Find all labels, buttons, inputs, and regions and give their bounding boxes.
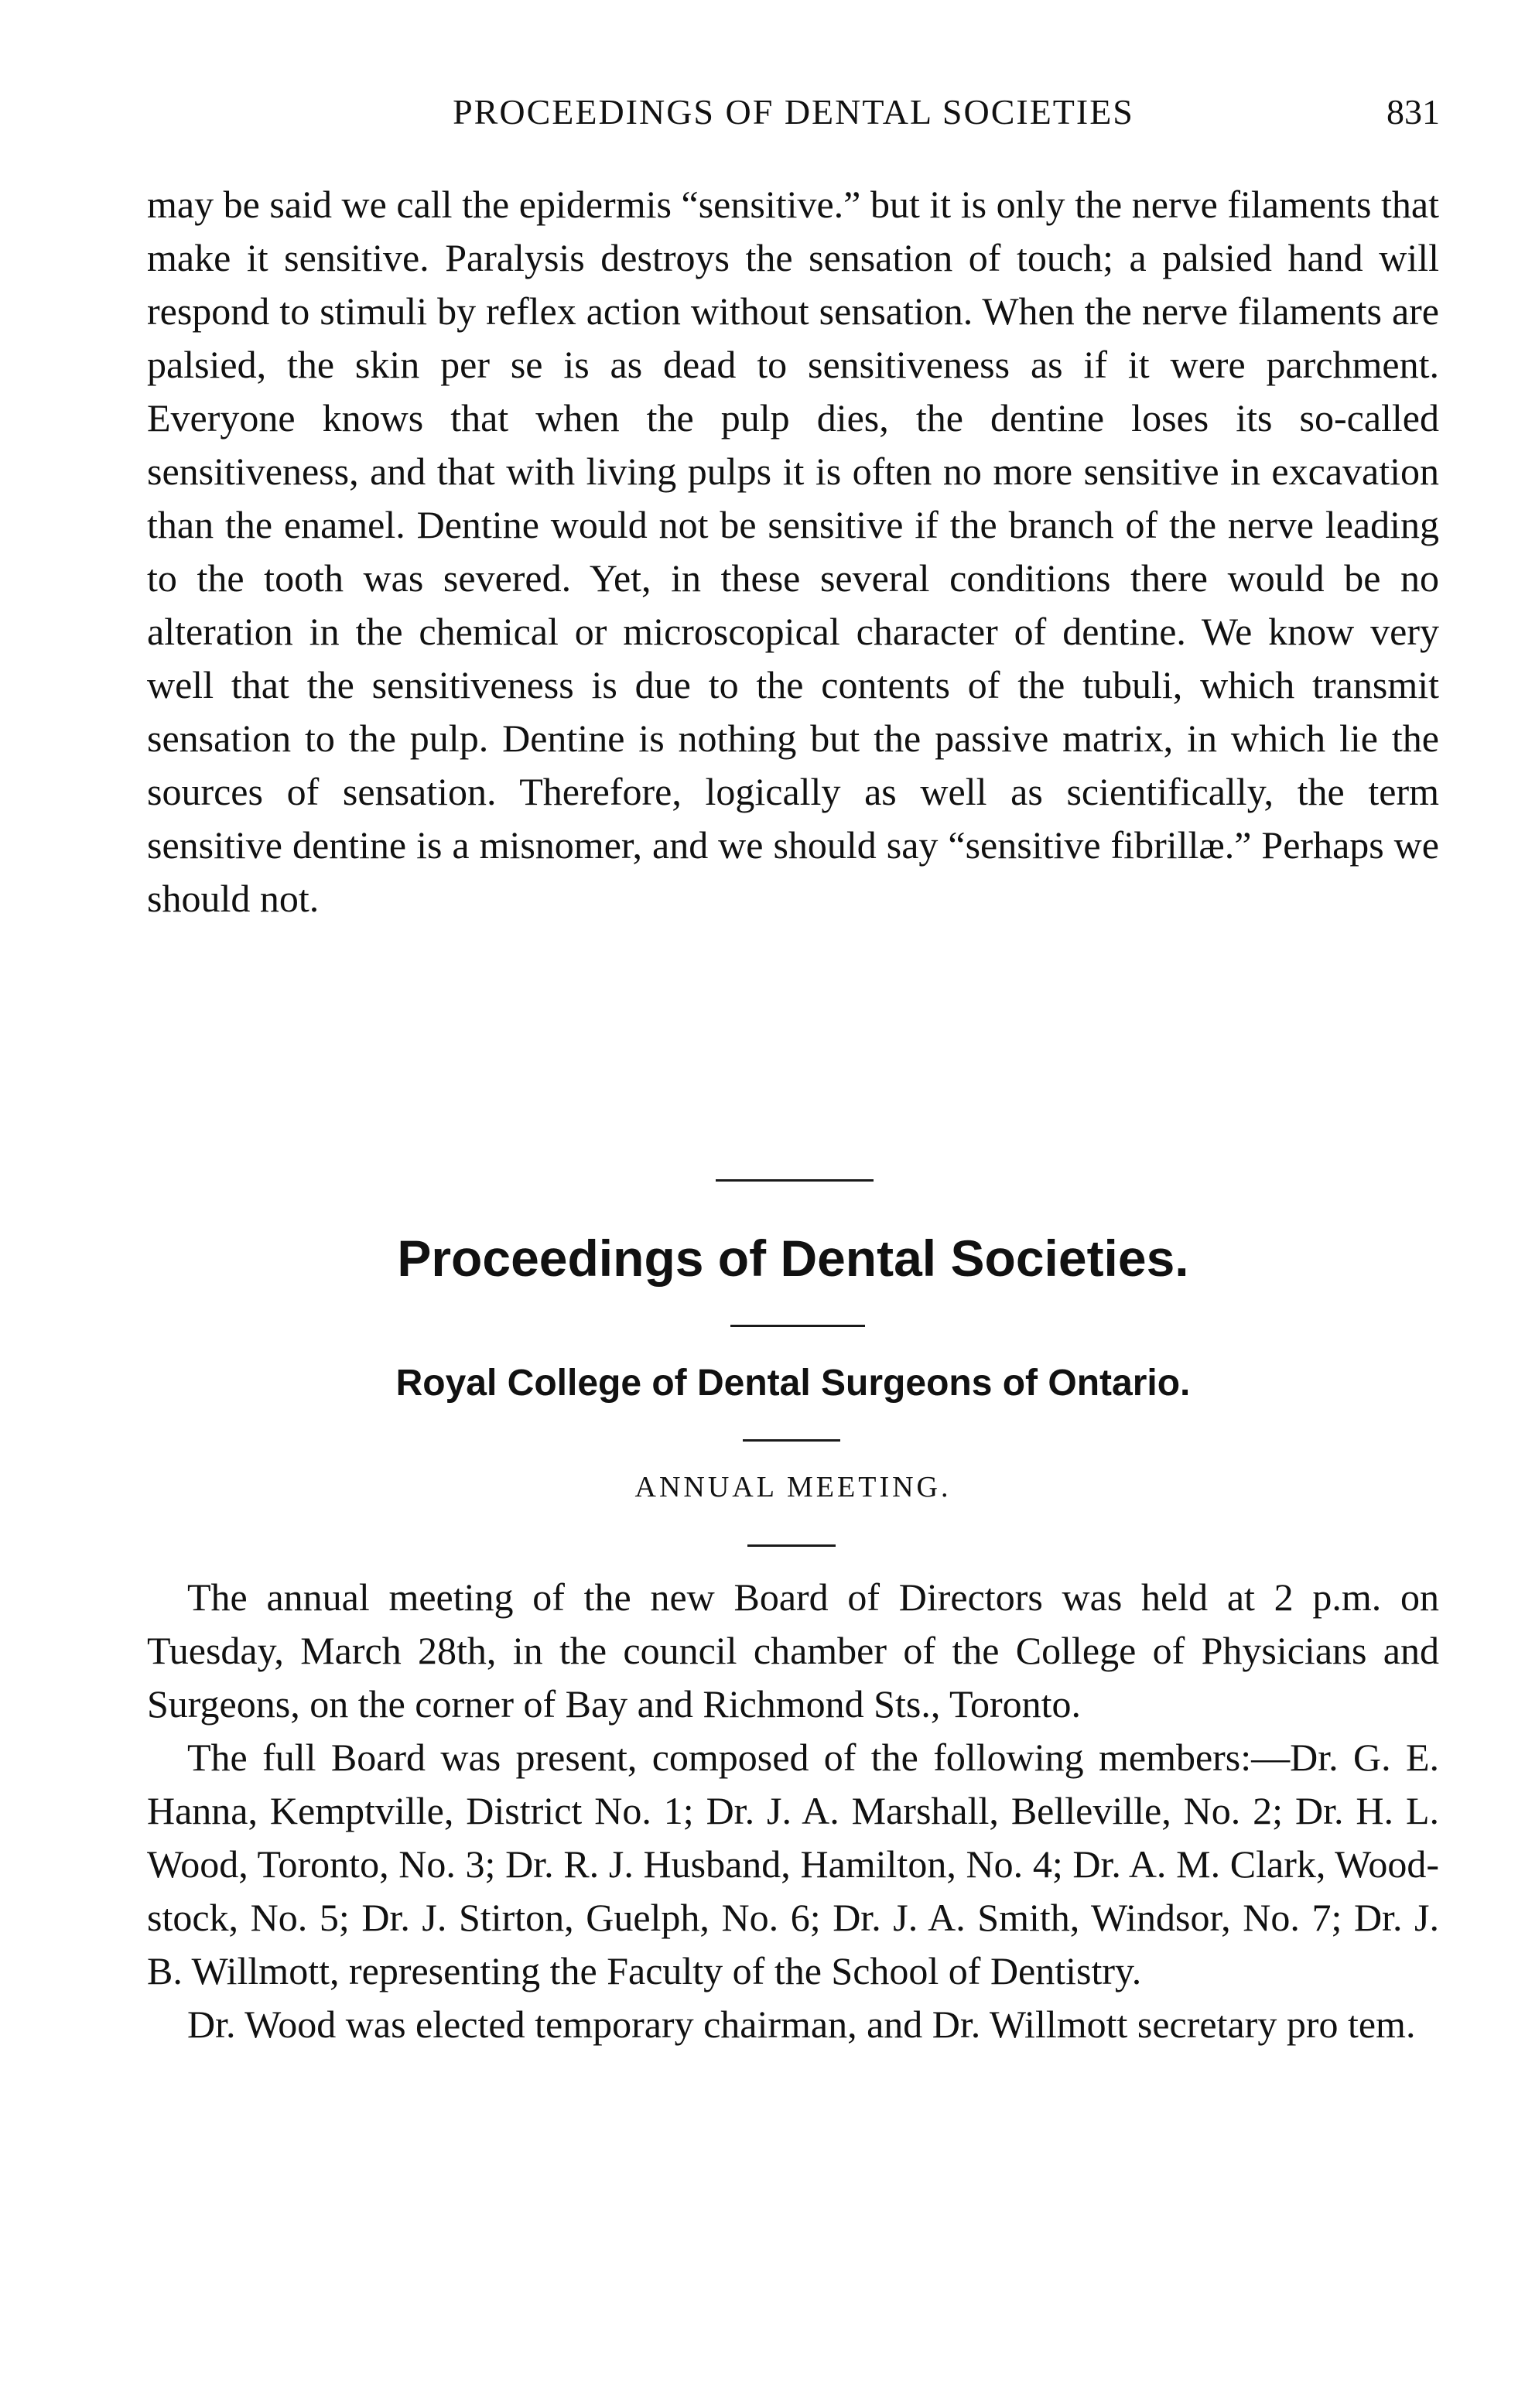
body-paragraph: may be said we call the epidermis “sensitive.” but it is only the nerve filaments that make it sensitive. Paralysis destroys the sensation of touch; a palsied hand will respond to stimuli by reflex action without sensation. When the nerve filaments are palsied, the skin per se is as dead to sensitiveness as if it were parchment. Everyone knows that when the pulp dies, the dentine loses its so-called sensitiveness, and that with living pulps it is often no more sensitive in excavation than the enamel. Dentine would not be sensitive if the branch of the nerve leading to the tooth was severed. Yet, in these several conditions there would be no alteration in the chemical or microscopical character of dentine. We know very well that the sensitiveness is due to the contents of the tubuli, which transmit sensation to the pulp. Dentine is nothing but the passive matrix, in which lie the sources of sensation. Therefore, logically as well as scientifically, the term sensitive dentine is a misnomer, and we should say “sensitive fibrillæ.” Perhaps we should not. bbox=[147, 183, 1439, 920]
meeting-rule bbox=[747, 1544, 836, 1547]
section-title: Proceedings of Dental Societies. bbox=[397, 1230, 1189, 1287]
continued-text bbox=[147, 178, 1439, 925]
report-paragraph: Dr. Wood was elected temporary chairman, and Dr. Willmott secretary pro tem. bbox=[187, 2003, 1416, 2046]
running-head bbox=[147, 91, 1440, 145]
page-number: 831 bbox=[1387, 92, 1440, 132]
meeting-report bbox=[147, 1571, 1439, 2051]
report-paragraph: The full Board was present, composed of the following members:—Dr. G. E. Hanna, Kemptville, District No. 1; Dr. J. A. Marshall, Belleville, No. 2; Dr. H. L. Wood, Toronto, No. 3; Dr. R. J. Husband, Hamilton, No. 4; Dr. A. M. Clark, Woodstock, No. 5; Dr. J. Stirton, Guelph, No. 6; Dr. J. A. Smith, Windsor, No. 7; Dr. J. B. Willmott, representing the Faculty of the School of Dentistry. bbox=[147, 1736, 1439, 1992]
report-paragraph: The annual meeting of the new Board of Directors was held at 2 p.m. on Tuesday, March 28th, in the council chamber of the College of Physicians and Surgeons, on the corner of Bay and Richmond Sts., Toronto. bbox=[147, 1575, 1439, 1726]
running-title: PROCEEDINGS OF DENTAL SOCIETIES bbox=[453, 92, 1134, 132]
title-rule bbox=[730, 1325, 865, 1327]
society-title: Royal College of Dental Surgeons of Ontario. bbox=[395, 1363, 1191, 1404]
subtitle-rule bbox=[743, 1439, 840, 1442]
meeting-heading: ANNUAL MEETING. bbox=[634, 1471, 952, 1503]
section-divider bbox=[716, 1179, 874, 1182]
